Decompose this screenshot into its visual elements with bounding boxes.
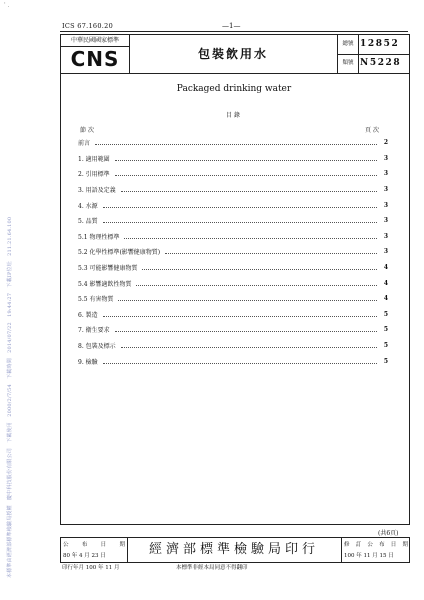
toc-entry-label: 前言	[78, 140, 91, 148]
toc-entry-label: 7. 衛生要求	[78, 327, 110, 335]
table-of-contents	[78, 135, 388, 369]
publish-date-block	[61, 538, 128, 562]
toc-entry-page: 3	[383, 186, 388, 194]
toc-entry	[78, 213, 388, 229]
toc-entry-page: 4	[383, 264, 388, 272]
org-name: 中華民國國家標準	[61, 35, 129, 47]
toc-entry	[78, 151, 388, 167]
header-logo-block	[61, 35, 130, 73]
toc-leader-dots	[115, 175, 377, 176]
toc-entry-label: 2. 引用標準	[78, 171, 110, 179]
publish-label-char: 期	[119, 542, 125, 548]
publish-date-value: 80 年 4 月 23 日	[63, 553, 106, 559]
toc-leader-dots	[103, 363, 377, 364]
toc-entry-label: 5.5 有害物質	[78, 296, 114, 304]
toc-entry	[78, 197, 388, 213]
toc-entry-label: 5.1 物理性標準	[78, 233, 120, 241]
class-number-value: N5228	[360, 58, 402, 68]
toc-entry-page: 5	[383, 357, 388, 365]
publisher-name: 經濟部標準檢驗局印行	[148, 542, 319, 557]
toc-entry-label: 6. 製造	[78, 311, 98, 319]
toc-entry-page: 5	[383, 326, 388, 334]
toc-leader-dots	[103, 222, 377, 223]
toc-entry-page: 3	[383, 154, 388, 162]
toc-entry-page: 3	[383, 232, 388, 240]
toc-entry	[78, 307, 388, 323]
toc-leader-dots	[115, 160, 377, 161]
publish-label-char: 公	[63, 542, 69, 548]
toc-entry	[78, 338, 388, 354]
toc-entry-label: 5. 品質	[78, 218, 98, 226]
document-header	[60, 34, 410, 74]
download-watermark: 本標準由經濟部標準檢驗局授權 慶中科技股份有限公司 下載使用 2000/2/7/54 下載時間 2014/07/22 19:44:27 下載IP位址 211.21.64.100	[7, 216, 13, 578]
toc-entry	[78, 229, 388, 245]
toc-page-header: 頁次	[365, 127, 382, 134]
revision-label-char: 日	[390, 542, 397, 548]
toc-entry-page: 3	[383, 217, 388, 225]
toc-leader-dots	[118, 300, 377, 301]
toc-entry	[78, 135, 388, 151]
toc-leader-dots	[124, 238, 377, 239]
toc-leader-dots	[103, 207, 377, 208]
toc-entry-label: 5.2 化學性標準(影響健康物質)	[78, 249, 161, 257]
publish-label-char: 日	[100, 542, 107, 548]
toc-entry-page: 5	[383, 342, 388, 350]
toc-entry-page: 3	[383, 201, 388, 209]
toc-title: 目錄	[225, 112, 242, 119]
class-number-label: 類號	[338, 54, 359, 73]
toc-section-header: 節次	[80, 127, 97, 134]
toc-leader-dots	[136, 285, 377, 286]
standard-title-zh: 包裝飲用水	[197, 47, 268, 61]
toc-entry	[78, 353, 388, 369]
toc-leader-dots	[103, 316, 377, 317]
ics-code: ICS 67.160.20	[62, 22, 114, 30]
toc-entry-page: 5	[383, 310, 388, 318]
toc-entry-label: 5.3 可能影響健康物質	[78, 265, 138, 273]
cns-logo: CNS	[70, 47, 120, 71]
publish-date-label	[63, 540, 125, 548]
toc-entry-label: 9. 檢驗	[78, 358, 98, 366]
std-number-row	[338, 35, 410, 55]
revision-label-char: 布	[379, 542, 385, 548]
toc-leader-dots	[95, 144, 377, 145]
revision-label-char: 訂	[355, 542, 362, 548]
toc-leader-dots	[115, 331, 377, 332]
publish-label-char: 布	[81, 542, 88, 548]
toc-entry-page: 2	[383, 139, 388, 147]
toc-entry-label: 8. 包裝及標示	[78, 343, 116, 351]
toc-entry	[78, 166, 388, 182]
toc-entry-page: 3	[383, 170, 388, 178]
revision-label-char: 公	[367, 542, 373, 548]
total-pages: (共6頁)	[378, 530, 399, 537]
top-rule	[60, 31, 408, 32]
standard-title-en: Packaged drinking water	[176, 84, 292, 94]
toc-entry-page: 4	[383, 279, 388, 287]
toc-leader-dots	[121, 191, 377, 192]
revision-date-value: 100 年 11 月 15 日	[344, 553, 394, 559]
header-number-block	[337, 35, 410, 73]
toc-leader-dots	[121, 347, 377, 348]
std-number-label: 總號	[338, 35, 359, 54]
scan-mark: ' .	[4, 2, 10, 9]
document-footer	[60, 537, 410, 563]
toc-leader-dots	[165, 253, 377, 254]
toc-entry-page: 4	[383, 295, 388, 303]
toc-entry	[78, 275, 388, 291]
revision-label-char: 期	[402, 542, 408, 548]
revision-date-block	[341, 538, 410, 562]
page-number: —1—	[222, 22, 241, 30]
class-number-row	[338, 54, 410, 73]
toc-entry	[78, 322, 388, 338]
toc-entry-label: 5.4 影響適飲性物質	[78, 280, 132, 288]
toc-entry-label: 4. 水源	[78, 202, 98, 210]
toc-entry-label: 1. 適用範圍	[78, 155, 110, 163]
print-date-note: 印行年月 100 年 11 月	[62, 565, 120, 571]
revision-label-char: 修	[344, 542, 350, 548]
toc-entry-label: 3. 用語及定義	[78, 187, 116, 195]
std-number-value: 12852	[360, 39, 400, 49]
copyright-note: 本標準非經本局同意不得翻印	[176, 565, 248, 571]
toc-entry	[78, 244, 388, 260]
toc-entry-page: 3	[383, 248, 388, 256]
toc-leader-dots	[142, 269, 377, 270]
toc-entry	[78, 182, 388, 198]
toc-entry	[78, 260, 388, 276]
toc-entry	[78, 291, 388, 307]
revision-date-label	[344, 540, 408, 548]
